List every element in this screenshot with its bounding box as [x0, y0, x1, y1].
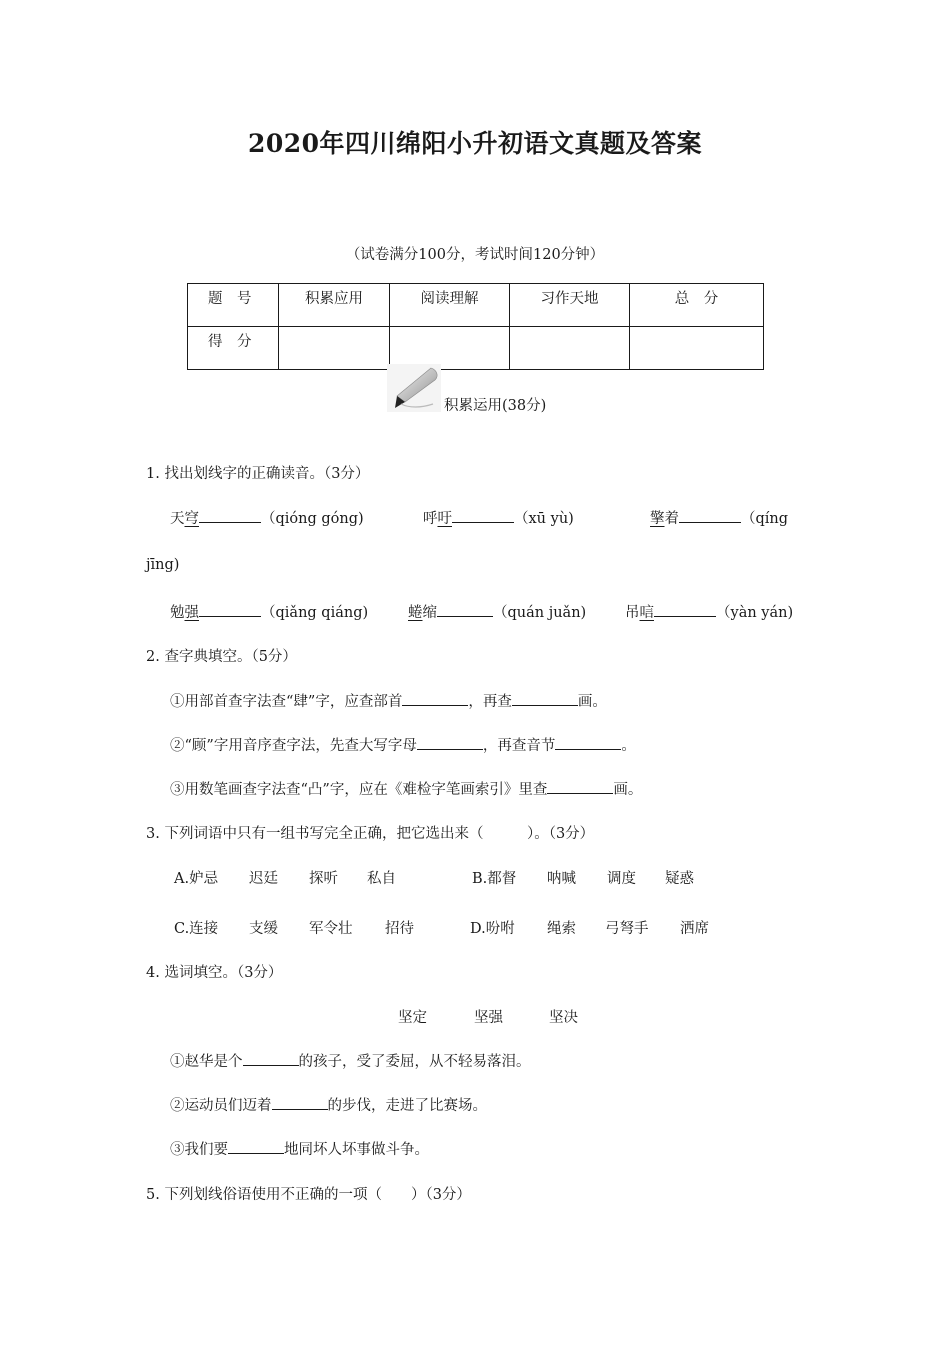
q4-text: ②运动员们迈着: [170, 1098, 272, 1114]
q2-text: ①用部首查字法查“肆”字，应查部首: [170, 694, 403, 710]
pinyin-options: （quán juǎn): [493, 605, 587, 621]
score-table-header-row: [188, 284, 764, 327]
word-choice: 坚决: [549, 1010, 578, 1026]
pinyin-options: （xū yù): [514, 511, 574, 527]
q2-text: ②“顾”字用音序查字法，先查大写字母: [170, 738, 417, 754]
score-cell[interactable]: [510, 327, 630, 370]
score-table-header: 题 号: [188, 284, 279, 327]
answer-blank[interactable]: [452, 508, 514, 523]
q3-option-d[interactable]: [470, 917, 709, 938]
word: 私自: [367, 871, 396, 887]
word-choice: 坚强: [474, 1010, 503, 1026]
pinyin-continuation: jīng): [146, 557, 180, 573]
q1-item: [423, 507, 574, 528]
word: C.连接: [174, 921, 219, 937]
q1-item: [408, 601, 586, 622]
q4-sentence-2: [170, 1094, 487, 1115]
q1-item: [625, 601, 793, 622]
answer-blank[interactable]: [243, 1051, 299, 1066]
q5-prompt: 5. 下列划线俗语使用不正确的一项（ ）（3分）: [146, 1187, 471, 1203]
answer-blank[interactable]: [272, 1095, 328, 1110]
page-title: 2020年四川绵阳小升初语文真题及答案: [247, 129, 703, 158]
answer-blank[interactable]: [512, 691, 578, 706]
q1-item: [650, 507, 788, 528]
word: 绳索: [547, 921, 576, 937]
answer-blank[interactable]: [547, 779, 613, 794]
word: 迟廷: [249, 871, 278, 887]
q2-text: ，再查: [468, 694, 512, 710]
underlined-char: 穹: [184, 511, 199, 527]
q1-item-text: 勉: [170, 605, 185, 621]
q2-text: 。: [621, 738, 636, 754]
word: 调度: [607, 871, 636, 887]
score-cell[interactable]: [279, 327, 390, 370]
word: 军令壮: [309, 921, 353, 937]
word: A.妒忌: [174, 871, 219, 887]
q1-item-text: 吊: [625, 605, 640, 621]
q1-item-text: 着: [664, 511, 679, 527]
q4-prompt: 4. 选词填空。（3分）: [146, 965, 283, 981]
pinyin-options: （yàn yán): [716, 605, 794, 621]
score-table-header: 习作天地: [510, 284, 630, 327]
underlined-char: 蜷: [408, 605, 423, 621]
q1-item-text: 天: [170, 511, 185, 527]
word: 弓弩手: [605, 921, 649, 937]
word: D.吩咐: [470, 921, 515, 937]
score-table-header: 阅读理解: [390, 284, 510, 327]
q3-prompt: 3. 下列词语中只有一组书写完全正确，把它选出来（ ）。（3分）: [146, 826, 595, 842]
score-table-header: 总 分: [630, 284, 764, 327]
underlined-char: 吁: [437, 511, 452, 527]
section-title: 积累运用(38分): [444, 398, 547, 414]
q4-text: ③我们要: [170, 1142, 228, 1158]
pinyin-options: （qíng: [741, 511, 789, 527]
q2-text: 画。: [613, 782, 643, 798]
q1-item: [170, 507, 364, 528]
q1-item-text: 呼: [423, 511, 438, 527]
q4-text: ①赵华是个: [170, 1054, 243, 1070]
q2-line-2: [170, 734, 636, 755]
word: 呐喊: [547, 871, 576, 887]
word: 探听: [309, 871, 338, 887]
score-row-label: 得 分: [188, 327, 279, 370]
q2-prompt: 2. 查字典填空。（5分）: [146, 649, 297, 665]
score-table-header: 积累应用: [279, 284, 390, 327]
underlined-char: 唁: [639, 605, 654, 621]
word: B.都督: [472, 871, 517, 887]
q2-line-1: [170, 690, 607, 711]
answer-blank[interactable]: [679, 508, 741, 523]
q4-word-bank: [398, 1006, 578, 1027]
answer-blank[interactable]: [417, 735, 483, 750]
q1-item: [170, 601, 368, 622]
q3-option-b[interactable]: [472, 867, 694, 888]
q1-prompt: 1. 找出划线字的正确读音。（3分）: [146, 466, 370, 482]
answer-blank[interactable]: [199, 508, 261, 523]
q2-text: 画。: [577, 694, 607, 710]
word: 招待: [385, 921, 414, 937]
pinyin-options: （qiǎng qiáng): [261, 605, 369, 621]
answer-blank[interactable]: [654, 602, 716, 617]
pinyin-options: （qióng góng): [261, 511, 364, 527]
q2-text: ，再查音节: [482, 738, 556, 754]
score-cell[interactable]: [630, 327, 764, 370]
q2-text: ③用数笔画查字法查“凸”字，应在《难检字笔画索引》里查: [170, 782, 548, 798]
q3-option-a[interactable]: [174, 867, 396, 888]
q4-text: 的孩子，受了委屈，从不轻易落泪。: [298, 1054, 531, 1070]
q2-line-3: [170, 778, 642, 799]
answer-blank[interactable]: [437, 602, 493, 617]
q1-item-text: 缩: [422, 605, 437, 621]
q4-text: 的步伐，走进了比赛场。: [327, 1098, 487, 1114]
answer-blank[interactable]: [199, 602, 261, 617]
score-table-score-row: [188, 327, 764, 370]
word: 洒席: [680, 921, 709, 937]
word: 疑惑: [665, 871, 694, 887]
q4-text: 地同坏人坏事做斗争。: [284, 1142, 429, 1158]
q4-sentence-3: [170, 1138, 429, 1159]
exam-info: （试卷满分100分，考试时间120分钟）: [345, 247, 605, 263]
word: 支缓: [249, 921, 278, 937]
q4-sentence-1: [170, 1050, 531, 1071]
q3-option-c[interactable]: [174, 917, 414, 938]
answer-blank[interactable]: [555, 735, 621, 750]
underlined-char: 强: [184, 605, 199, 621]
word-choice: 坚定: [398, 1010, 427, 1026]
answer-blank[interactable]: [228, 1139, 284, 1154]
answer-blank[interactable]: [402, 691, 468, 706]
score-table: [187, 283, 764, 370]
underlined-char: 擎: [650, 511, 665, 527]
pen-icon: [387, 364, 441, 412]
